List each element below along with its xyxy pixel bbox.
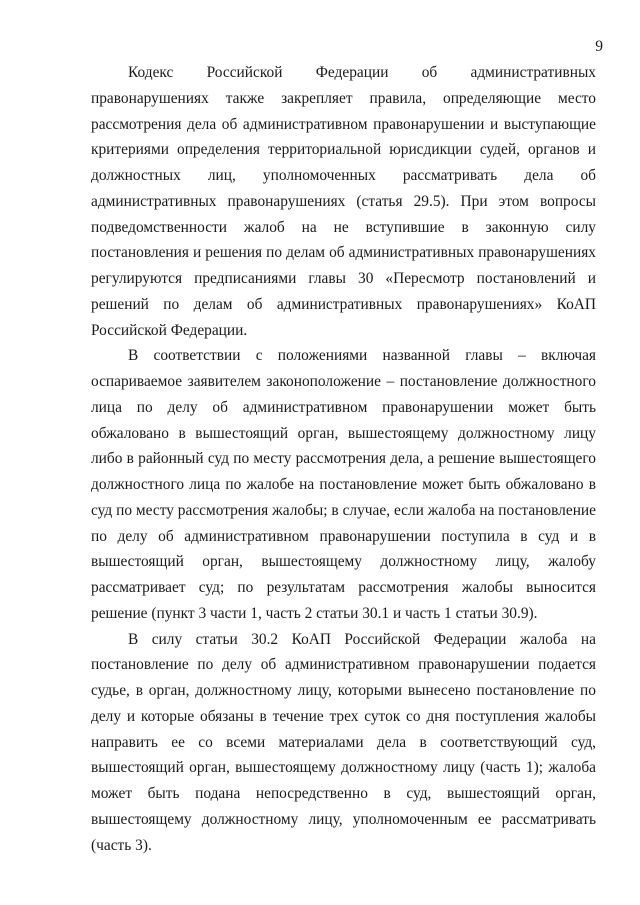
document-body bbox=[91, 60, 596, 858]
paragraph-jurisdiction-rules: Кодекс Российской Федерации об административных правонарушениях также закрепляет правила, определяющие место рассмотрения дела об административном правонарушении и выступающие критериями определения территориальной юрисдикции судей, органов и должностных лиц, уполномоченных рассматривать дела об административных правонарушениях (статья 29.5). При этом вопросы подведомственности жалоб на не вступившие в законную силу постановления и решения по делам об административных правонарушениях регулируются предписаниями главы 30 «Пересмотр постановлений и решений по делам об административных правонарушениях» КоАП Российской Федерации. bbox=[91, 64, 596, 339]
page-number: 9 bbox=[595, 38, 603, 55]
paragraph-filing-complaint: В силу статьи 30.2 КоАП Российской Федерации жалоба на постановление по делу об административном правонарушении подается судье, в орган, должностному лицу, которыми вынесено постановление по делу и которые обязаны в течение трех суток со дня поступления жалобы направить ее со всеми материалами дела в соответствующий суд, вышестоящий орган, вышестоящему должностному лицу (часть 1); жалоба может быть подана непосредственно в суд, вышестоящий орган, вышестоящему должностному лицу, уполномоченным ее рассматривать (часть 3). bbox=[91, 630, 596, 854]
paragraph-appeal-procedure: В соответствии с положениями названной главы – включая оспариваемое заявителем законоположение – постановление должностного лица по делу об административном правонарушении может быть обжаловано в вышестоящий орган, вышестоящему должностному лицу либо в районный суд по месту рассмотрения дела, а решение вышестоящего должностного лица по жалобе на постановление может быть обжаловано в суд по месту рассмотрения жалобы; в случае, если жалоба на постановление по делу об административном правонарушении поступила в суд и в вышестоящий орган, вышестоящему должностному лицу, жалобу рассматривает суд; по результатам рассмотрения жалобы выносится решение (пункт 3 части 1, часть 2 статьи 30.1 и часть 1 статьи 30.9). bbox=[91, 347, 596, 622]
